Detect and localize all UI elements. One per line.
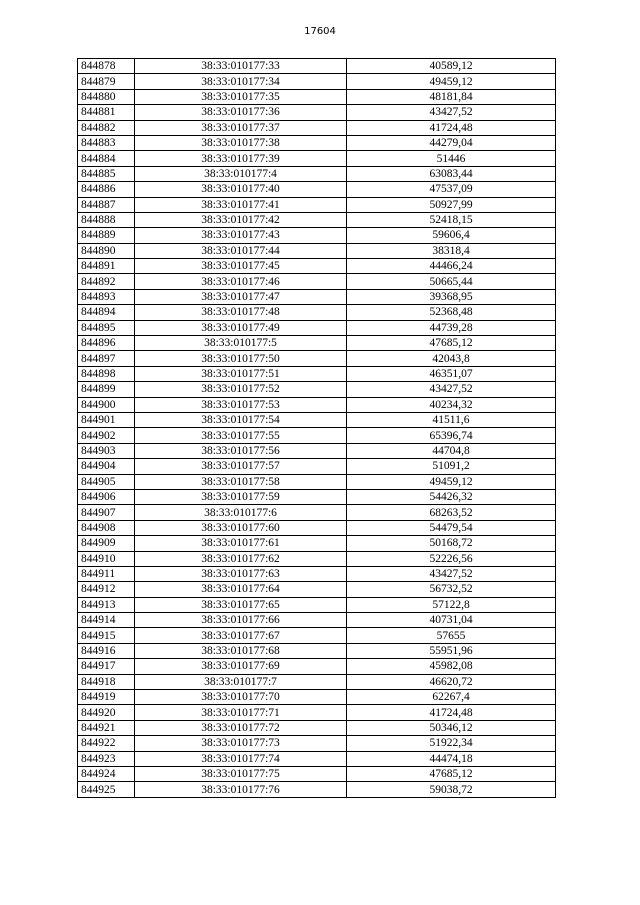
- table-row: [78, 135, 556, 150]
- cadastral-number-cell: 38:33:010177:53: [135, 397, 347, 412]
- table-row: [78, 89, 556, 104]
- row-number-cell: 844895: [78, 320, 135, 335]
- row-number-cell: 844884: [78, 151, 135, 166]
- row-number-cell: 844885: [78, 166, 135, 181]
- value-cell: 49459,12: [347, 74, 556, 89]
- row-number-cell: 844886: [78, 182, 135, 197]
- row-number-cell: 844899: [78, 382, 135, 397]
- row-number-cell: 844883: [78, 135, 135, 150]
- cadastral-number-cell: 38:33:010177:36: [135, 105, 347, 120]
- table-row: [78, 336, 556, 351]
- row-number-cell: 844924: [78, 766, 135, 781]
- table-row: [78, 751, 556, 766]
- value-cell: 40731,04: [347, 613, 556, 628]
- value-cell: 44279,04: [347, 135, 556, 150]
- cadastral-number-cell: 38:33:010177:47: [135, 289, 347, 304]
- row-number-cell: 844889: [78, 228, 135, 243]
- row-number-cell: 844879: [78, 74, 135, 89]
- value-cell: 62267,4: [347, 690, 556, 705]
- table-row: [78, 551, 556, 566]
- table-row: [78, 659, 556, 674]
- cadastral-number-cell: 38:33:010177:4: [135, 166, 347, 181]
- row-number-cell: 844925: [78, 782, 135, 797]
- value-cell: 38318,4: [347, 243, 556, 258]
- row-number-cell: 844905: [78, 474, 135, 489]
- value-cell: 43427,52: [347, 566, 556, 581]
- table-row: [78, 351, 556, 366]
- value-cell: 44704,8: [347, 443, 556, 458]
- cadastral-number-cell: 38:33:010177:48: [135, 305, 347, 320]
- cadastral-number-cell: 38:33:010177:6: [135, 505, 347, 520]
- row-number-cell: 844915: [78, 628, 135, 643]
- value-cell: 43427,52: [347, 382, 556, 397]
- cadastral-number-cell: 38:33:010177:70: [135, 690, 347, 705]
- table-row: [78, 582, 556, 597]
- cadastral-number-cell: 38:33:010177:42: [135, 212, 347, 227]
- table-row: [78, 536, 556, 551]
- value-cell: 46620,72: [347, 674, 556, 689]
- cadastral-number-cell: 38:33:010177:59: [135, 489, 347, 504]
- value-cell: 65396,74: [347, 428, 556, 443]
- value-cell: 44739,28: [347, 320, 556, 335]
- value-cell: 44474,18: [347, 751, 556, 766]
- row-number-cell: 844897: [78, 351, 135, 366]
- table-row: [78, 720, 556, 735]
- value-cell: 42043,8: [347, 351, 556, 366]
- table-body: [78, 59, 556, 798]
- value-cell: 51922,34: [347, 736, 556, 751]
- table-row: [78, 366, 556, 381]
- row-number-cell: 844914: [78, 613, 135, 628]
- cadastral-number-cell: 38:33:010177:52: [135, 382, 347, 397]
- row-number-cell: 844878: [78, 59, 135, 74]
- table-row: [78, 397, 556, 412]
- row-number-cell: 844918: [78, 674, 135, 689]
- row-number-cell: 844923: [78, 751, 135, 766]
- value-cell: 56732,52: [347, 582, 556, 597]
- row-number-cell: 844881: [78, 105, 135, 120]
- table-row: [78, 566, 556, 581]
- cadastral-number-cell: 38:33:010177:57: [135, 459, 347, 474]
- page-number: 17604: [304, 26, 336, 37]
- cadastral-number-cell: 38:33:010177:35: [135, 89, 347, 104]
- row-number-cell: 844880: [78, 89, 135, 104]
- row-number-cell: 844909: [78, 536, 135, 551]
- row-number-cell: 844901: [78, 412, 135, 427]
- value-cell: 63083,44: [347, 166, 556, 181]
- row-number-cell: 844904: [78, 459, 135, 474]
- table-row: [78, 690, 556, 705]
- cadastral-number-cell: 38:33:010177:49: [135, 320, 347, 335]
- table-row: [78, 443, 556, 458]
- value-cell: 52368,48: [347, 305, 556, 320]
- value-cell: 59038,72: [347, 782, 556, 797]
- row-number-cell: 844893: [78, 289, 135, 304]
- cadastral-number-cell: 38:33:010177:67: [135, 628, 347, 643]
- cadastral-number-cell: 38:33:010177:43: [135, 228, 347, 243]
- row-number-cell: 844894: [78, 305, 135, 320]
- cadastral-number-cell: 38:33:010177:54: [135, 412, 347, 427]
- table-row: [78, 289, 556, 304]
- value-cell: 47685,12: [347, 336, 556, 351]
- cadastral-number-cell: 38:33:010177:65: [135, 597, 347, 612]
- table-row: [78, 643, 556, 658]
- row-number-cell: 844922: [78, 736, 135, 751]
- value-cell: 50346,12: [347, 720, 556, 735]
- value-cell: 52226,56: [347, 551, 556, 566]
- row-number-cell: 844903: [78, 443, 135, 458]
- row-number-cell: 844916: [78, 643, 135, 658]
- row-number-cell: 844906: [78, 489, 135, 504]
- cadastral-number-cell: 38:33:010177:38: [135, 135, 347, 150]
- table-row: [78, 305, 556, 320]
- row-number-cell: 844896: [78, 336, 135, 351]
- cadastral-number-cell: 38:33:010177:46: [135, 274, 347, 289]
- value-cell: 47685,12: [347, 766, 556, 781]
- table-row: [78, 274, 556, 289]
- cadastral-number-cell: 38:33:010177:33: [135, 59, 347, 74]
- value-cell: 50168,72: [347, 536, 556, 551]
- table-row: [78, 212, 556, 227]
- data-table: [77, 58, 556, 798]
- value-cell: 41511,6: [347, 412, 556, 427]
- cadastral-number-cell: 38:33:010177:74: [135, 751, 347, 766]
- cadastral-number-cell: 38:33:010177:68: [135, 643, 347, 658]
- table-row: [78, 505, 556, 520]
- cadastral-number-cell: 38:33:010177:5: [135, 336, 347, 351]
- cadastral-number-cell: 38:33:010177:7: [135, 674, 347, 689]
- value-cell: 46351,07: [347, 366, 556, 381]
- cadastral-number-cell: 38:33:010177:56: [135, 443, 347, 458]
- value-cell: 40589,12: [347, 59, 556, 74]
- row-number-cell: 844900: [78, 397, 135, 412]
- cadastral-number-cell: 38:33:010177:72: [135, 720, 347, 735]
- cadastral-number-cell: 38:33:010177:34: [135, 74, 347, 89]
- row-number-cell: 844890: [78, 243, 135, 258]
- value-cell: 44466,24: [347, 259, 556, 274]
- table-row: [78, 705, 556, 720]
- cadastral-number-cell: 38:33:010177:44: [135, 243, 347, 258]
- row-number-cell: 844917: [78, 659, 135, 674]
- row-number-cell: 844910: [78, 551, 135, 566]
- row-number-cell: 844913: [78, 597, 135, 612]
- value-cell: 51091,2: [347, 459, 556, 474]
- cadastral-number-cell: 38:33:010177:50: [135, 351, 347, 366]
- row-number-cell: 844920: [78, 705, 135, 720]
- table-row: [78, 120, 556, 135]
- row-number-cell: 844882: [78, 120, 135, 135]
- table-row: [78, 736, 556, 751]
- cadastral-number-cell: 38:33:010177:66: [135, 613, 347, 628]
- table-row: [78, 74, 556, 89]
- table-row: [78, 259, 556, 274]
- row-number-cell: 844921: [78, 720, 135, 735]
- row-number-cell: 844907: [78, 505, 135, 520]
- row-number-cell: 844888: [78, 212, 135, 227]
- row-number-cell: 844911: [78, 566, 135, 581]
- row-number-cell: 844887: [78, 197, 135, 212]
- value-cell: 57655: [347, 628, 556, 643]
- table-row: [78, 766, 556, 781]
- table-row: [78, 782, 556, 797]
- row-number-cell: 844912: [78, 582, 135, 597]
- value-cell: 39368,95: [347, 289, 556, 304]
- cadastral-number-cell: 38:33:010177:39: [135, 151, 347, 166]
- table-row: [78, 228, 556, 243]
- table-row: [78, 197, 556, 212]
- cadastral-number-cell: 38:33:010177:63: [135, 566, 347, 581]
- row-number-cell: 844902: [78, 428, 135, 443]
- table-row: [78, 151, 556, 166]
- cadastral-number-cell: 38:33:010177:40: [135, 182, 347, 197]
- table-row: [78, 674, 556, 689]
- table-row: [78, 382, 556, 397]
- value-cell: 68263,52: [347, 505, 556, 520]
- row-number-cell: 844891: [78, 259, 135, 274]
- table-row: [78, 166, 556, 181]
- row-number-cell: 844908: [78, 520, 135, 535]
- cadastral-number-cell: 38:33:010177:75: [135, 766, 347, 781]
- cadastral-number-cell: 38:33:010177:51: [135, 366, 347, 381]
- table-row: [78, 474, 556, 489]
- value-cell: 54479,54: [347, 520, 556, 535]
- value-cell: 55951,96: [347, 643, 556, 658]
- value-cell: 51446: [347, 151, 556, 166]
- table-row: [78, 59, 556, 74]
- row-number-cell: 844898: [78, 366, 135, 381]
- table-row: [78, 412, 556, 427]
- table-row: [78, 489, 556, 504]
- table-row: [78, 520, 556, 535]
- cadastral-number-cell: 38:33:010177:60: [135, 520, 347, 535]
- value-cell: 52418,15: [347, 212, 556, 227]
- value-cell: 45982,08: [347, 659, 556, 674]
- cadastral-number-cell: 38:33:010177:61: [135, 536, 347, 551]
- value-cell: 50927,99: [347, 197, 556, 212]
- table-row: [78, 182, 556, 197]
- cadastral-number-cell: 38:33:010177:55: [135, 428, 347, 443]
- table-row: [78, 428, 556, 443]
- cadastral-number-cell: 38:33:010177:37: [135, 120, 347, 135]
- value-cell: 41724,48: [347, 705, 556, 720]
- cadastral-number-cell: 38:33:010177:41: [135, 197, 347, 212]
- table-row: [78, 243, 556, 258]
- value-cell: 49459,12: [347, 474, 556, 489]
- cadastral-number-cell: 38:33:010177:45: [135, 259, 347, 274]
- row-number-cell: 844892: [78, 274, 135, 289]
- value-cell: 59606,4: [347, 228, 556, 243]
- value-cell: 50665,44: [347, 274, 556, 289]
- cadastral-number-cell: 38:33:010177:71: [135, 705, 347, 720]
- table-row: [78, 105, 556, 120]
- table-row: [78, 459, 556, 474]
- value-cell: 48181,84: [347, 89, 556, 104]
- value-cell: 40234,32: [347, 397, 556, 412]
- cadastral-number-cell: 38:33:010177:69: [135, 659, 347, 674]
- cadastral-number-cell: 38:33:010177:73: [135, 736, 347, 751]
- value-cell: 54426,32: [347, 489, 556, 504]
- value-cell: 57122,8: [347, 597, 556, 612]
- table-row: [78, 628, 556, 643]
- cadastral-number-cell: 38:33:010177:58: [135, 474, 347, 489]
- cadastral-number-cell: 38:33:010177:76: [135, 782, 347, 797]
- cadastral-number-cell: 38:33:010177:64: [135, 582, 347, 597]
- value-cell: 41724,48: [347, 120, 556, 135]
- row-number-cell: 844919: [78, 690, 135, 705]
- cadastral-number-cell: 38:33:010177:62: [135, 551, 347, 566]
- value-cell: 47537,09: [347, 182, 556, 197]
- value-cell: 43427,52: [347, 105, 556, 120]
- table-row: [78, 597, 556, 612]
- table-row: [78, 320, 556, 335]
- table-row: [78, 613, 556, 628]
